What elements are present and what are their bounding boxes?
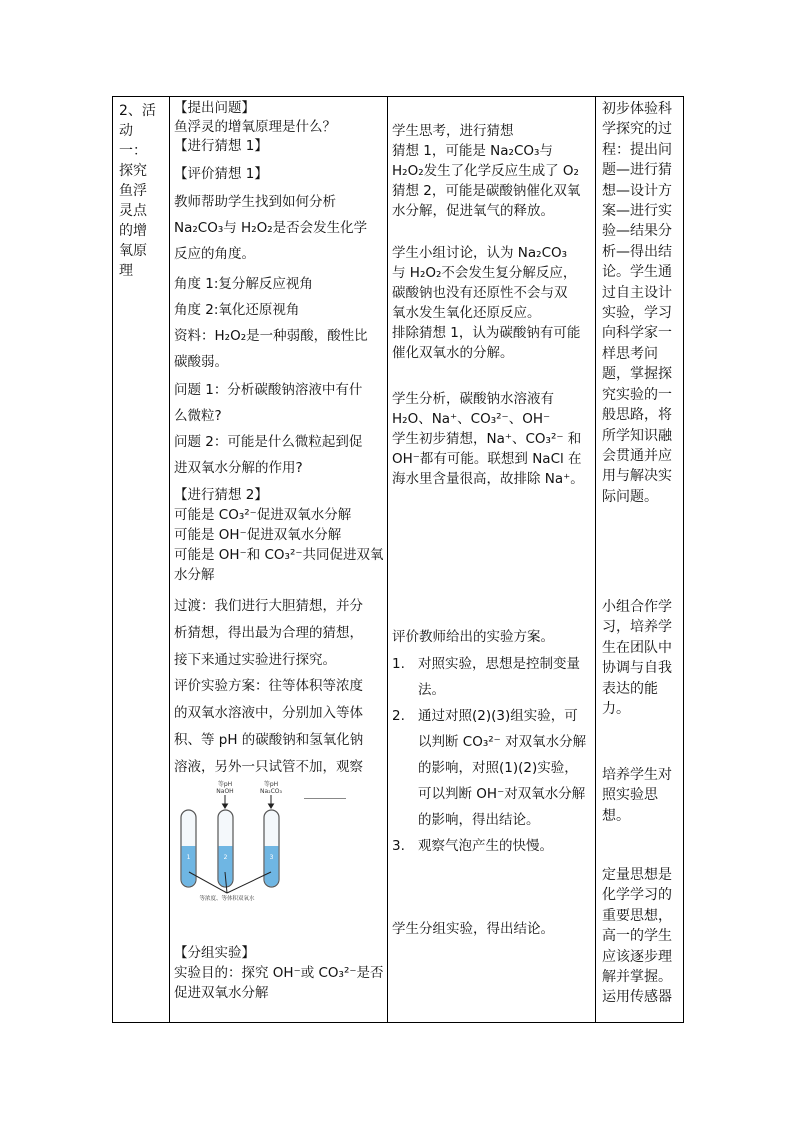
teacher-activity-cell: [170, 97, 388, 1023]
student-guess: 学生思考，进行猜想 猜想 1，可能是 Na₂CO₃与 H₂O₂发生了化学反应生成了 O₂ 猜想 2，可能是碳酸钠催化双氧 水分解，促进氧气的释放。: [392, 123, 581, 219]
evaluate-plan: 评价教师给出的实验方案。: [392, 629, 554, 645]
angle-2: 角度 2:氧化还原视角: [174, 302, 300, 318]
figure-caption: 等浓度、等体积双氧水: [199, 896, 255, 902]
activity-cell: [113, 97, 170, 1023]
naoh-label-line1: 等pH: [217, 781, 233, 788]
material-note: 资料：H₂O₂是一种弱酸，酸性比 碳酸弱。: [174, 328, 368, 370]
svg-text:1: 1: [186, 854, 191, 861]
experiment-plan: 评价实验方案：往等体积等浓度 的双氧水溶液中，分别加入等体 积、等 pH 的碳酸钠和氢氧化钠 溶液，另外一只试管不加，观察: [174, 678, 364, 775]
arrow-icon: [223, 795, 274, 808]
intent-paragraph-1: 初步体验科 学探究的过 程：提出问 题—进行猜 想—设计方 案—进行实 验—结果分 析—得出结 论。学生通 过自主设计 实验，学习 向科学家一 样思考问 题，掌握探 究实验的一 般思路，将 所学知识融 会贯通并应 用与解决实 际问题。: [602, 101, 672, 505]
problem-1: 问题 1：分析碳酸钠溶液中有什 么微粒?: [174, 382, 363, 424]
guess1-tag: 【进行猜想 1】: [174, 138, 268, 154]
list-item: 3. 观察气泡产生的快慢。: [392, 838, 553, 854]
design-intent-cell: [596, 97, 684, 1023]
svg-text:2: 2: [223, 854, 228, 861]
separator-line: [304, 798, 346, 799]
test-tube-figure: [177, 777, 292, 902]
intent-paragraph-4: 定量思想是 化学学习的 重要思想， 高一的学生 应该逐步理 解并掌握。 运用传感器: [602, 867, 672, 1006]
teacher-help: 教师帮助学生找到如何分析 Na₂CO₃与 H₂O₂是否会发生化学 反应的角度。: [174, 194, 368, 262]
transition-text: 过渡：我们进行大胆猜想，并分 析猜想，得出最为合理的猜想， 接下来通过实验进行探究。: [174, 598, 363, 668]
intent-paragraph-2: 小组合作学 习，培养学 生在团队中 协调与自我 表达的能 力。: [602, 599, 672, 718]
angle-1: 角度 1:复分解反应视角: [174, 276, 313, 292]
lesson-plan-table: [112, 96, 684, 1023]
student-analysis: 学生分析，碳酸钠水溶液有 H₂O、Na⁺、CO₃²⁻、OH⁻ 学生初步猜想，Na⁺、CO₃²⁻ 和 OH⁻都有可能。联想到 NaCl 在 海水里含量很高，故排除 Na⁺。: [392, 391, 584, 487]
question-text: 鱼浮灵的增氧原理是什么？: [174, 119, 336, 135]
activity-title: 2、活 动 一： 探究 鱼浮 灵点 的增 氧原 理: [119, 103, 156, 279]
na2co3-label-line2: Na₂CO₃: [260, 788, 282, 795]
naoh-label-line2: NaOH: [216, 788, 234, 795]
question-block: [174, 99, 384, 156]
problem-2: 问题 2：可能是什么微粒起到促 进双氧水分解的作用?: [174, 434, 363, 476]
svg-text:3: 3: [269, 854, 274, 861]
list-item: 1. 对照实验，思想是控制变量 法。: [392, 656, 580, 698]
intent-paragraph-3: 培养学生对 照实验思 想。: [602, 767, 672, 824]
student-conclude: 学生分组实验，得出结论。: [392, 921, 554, 937]
tube-1: [181, 810, 196, 887]
guess2-block: 【进行猜想 2】 可能是 CO₃²⁻促进双氧水分解 可能是 OH⁻促进双氧水分解 可能是 OH⁻和 CO₃²⁻共同促进双氧 水分解: [174, 487, 384, 583]
guess2-tag: 【进行猜想 2】: [174, 487, 268, 503]
eval1-tag: 【评价猜想 1】: [174, 166, 268, 182]
student-activity-cell: [388, 97, 596, 1023]
group-tag: 【分组实验】: [174, 945, 255, 961]
na2co3-label-line1: 等pH: [263, 781, 279, 788]
question-tag: 【提出问题】: [174, 100, 255, 116]
angles: [174, 271, 384, 323]
group-experiment: 【分组实验】 实验目的：探究 OH⁻或 CO₃²⁻是否 促进双氧水分解: [174, 945, 384, 1001]
tube-3: [264, 810, 279, 887]
evaluation-list: [392, 651, 592, 859]
list-item: 2. 通过对照(2)(3)组实验，可 以判断 CO₃²⁻ 对双氧水分解 的影响，对照(1)(2)实验， 可以判断 OH⁻对双氧水分解 的影响，得出结论。: [392, 708, 587, 828]
student-discuss: 学生小组讨论，认为 Na₂CO₃ 与 H₂O₂不会发生复分解反应， 碳酸钠也没有还原性不会与双 氧水发生氧化还原反应。 排除猜想 1，认为碳酸钠有可能 催化双氧水的分解。: [392, 245, 581, 361]
